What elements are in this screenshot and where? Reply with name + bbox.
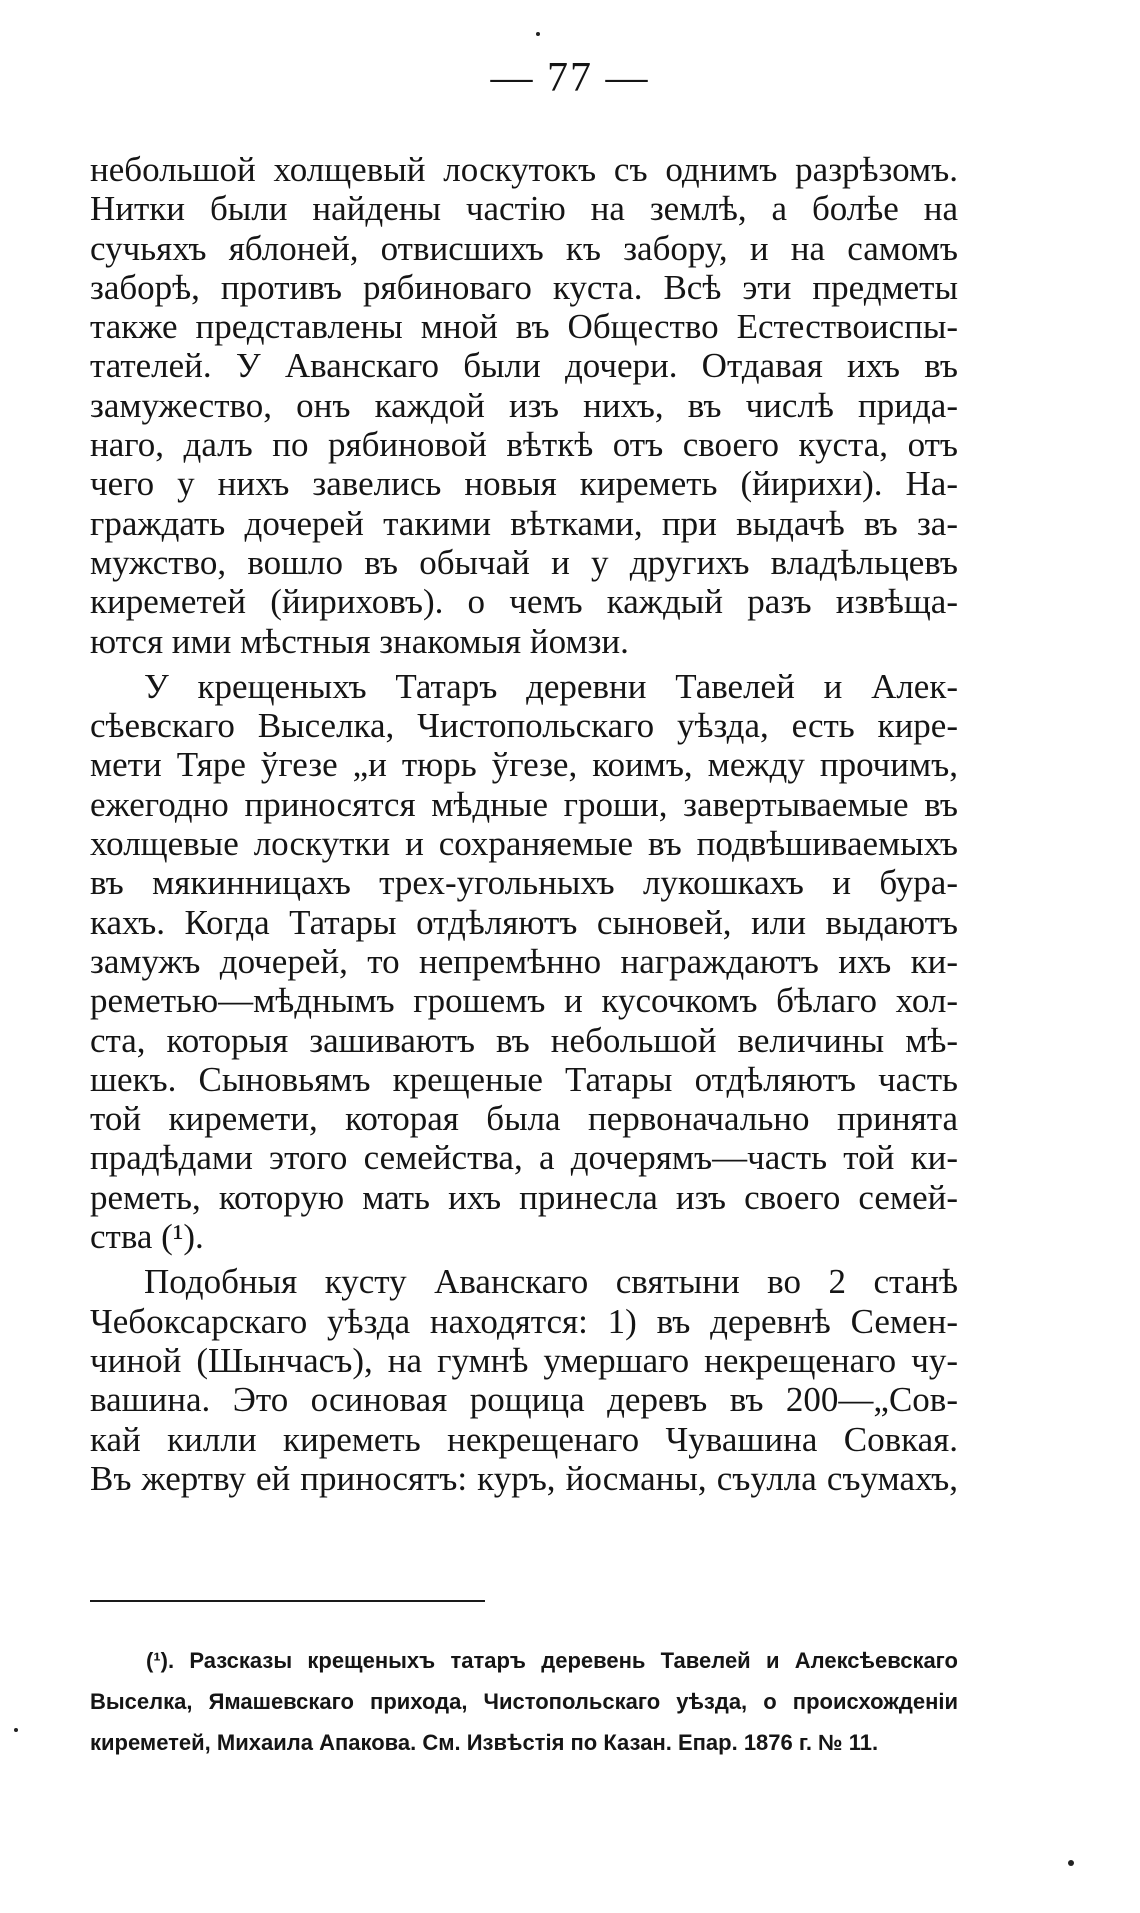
text-line: замужъ дочерей, то непремѣнно награждаютъ ихъ ки- xyxy=(90,941,958,981)
main-text xyxy=(90,150,958,1498)
text-line: граждать дочерей такими вѣтками, при выдачѣ въ за- xyxy=(90,503,958,543)
text-line: чиной (Шынчасъ), на гумнѣ умершаго некрещенаго чу- xyxy=(90,1340,958,1380)
text-line: вашина. Это осиновая рощица деревъ въ 200—„Сов- xyxy=(90,1380,958,1420)
text-line: ста, которыя зашиваютъ въ небольшой величины мѣ- xyxy=(90,1020,958,1060)
text-line: ства (¹). xyxy=(90,1217,204,1257)
text-line: мужство, вошло въ обычай и у другихъ владѣльцевъ xyxy=(90,542,958,582)
scan-speck xyxy=(1068,1860,1074,1866)
text-line: кахъ. Когда Татары отдѣляютъ сыновей, или выдаютъ xyxy=(90,902,958,942)
paragraph-3 xyxy=(90,1262,958,1498)
text-line: чего у нихъ завелись новыя киреметь (йирихи). На- xyxy=(90,464,958,504)
text-line: Чебоксарскаго уѣзда находятся: 1) въ деревнѣ Семен- xyxy=(90,1301,958,1341)
scan-speck xyxy=(536,32,540,36)
footnote xyxy=(90,1640,958,1763)
text-line: тателей. У Аванскаго были дочери. Отдавая ихъ въ xyxy=(90,346,958,386)
text-line: Въ жертву ей приносятъ: куръ, йосманы, съулла съумахъ, xyxy=(90,1458,958,1498)
paragraph-1 xyxy=(90,150,958,661)
text-line: реметью—мѣднымъ грошемъ и кусочкомъ бѣлаго хол- xyxy=(90,981,958,1021)
text-line: также представлены мной въ Общество Естествоиспы- xyxy=(90,307,958,347)
text-line: шекъ. Сыновьямъ крещеные Татары отдѣляютъ часть xyxy=(90,1059,958,1099)
text-line: сучьяхъ яблоней, отвисшихъ къ забору, и на самомъ xyxy=(90,228,958,268)
text-line: сѣевскаго Выселка, Чистопольскаго уѣзда, есть кире- xyxy=(90,706,958,746)
scan-speck xyxy=(14,1728,18,1732)
text-line: замужество, онъ каждой изъ нихъ, въ числѣ прида- xyxy=(90,385,958,425)
text-line: наго, далъ по рябиновой вѣткѣ отъ своего куста, отъ xyxy=(90,425,958,465)
paragraph-2 xyxy=(90,667,958,1256)
text-line: У крещеныхъ Татаръ деревни Тавелей и Алек- xyxy=(144,666,958,706)
text-line: прадѣдами этого семейства, а дочерямъ—часть той ки- xyxy=(90,1138,958,1178)
text-line: въ мякинницахъ трех-угольныхъ лукошкахъ и бура- xyxy=(90,863,958,903)
text-line: реметь, которую мать ихъ принесла изъ своего семей- xyxy=(90,1177,958,1217)
text-line: холщевые лоскутки и сохраняемые въ подвѣшиваемыхъ xyxy=(90,824,958,864)
text-line: ются ими мѣстныя знакомыя йомзи. xyxy=(90,621,629,661)
text-line: той кирeмети, которая была первоначально принята xyxy=(90,1099,958,1139)
footnote-rule xyxy=(90,1600,485,1602)
text-line: кай килли киреметь некрещенаго Чувашина Совкая. xyxy=(90,1419,958,1459)
text-line: заборѣ, противъ рябиноваго куста. Всѣ эти предметы xyxy=(90,267,958,307)
footnote-line: Выселка, Ямашевскаго прихода, Чистопольскаго уѣзда, о происхожденіи xyxy=(90,1689,958,1714)
text-line: Нитки были найдены частію на землѣ, а болѣе на xyxy=(90,189,958,229)
text-line: Подобныя кусту Аванскаго святыни во 2 станѣ xyxy=(144,1262,958,1302)
text-line: киреметей (йириховъ). о чемъ каждый разъ извѣща- xyxy=(90,582,958,622)
page-number: — 77 — xyxy=(490,55,650,101)
footnote-line: киреметей, Михаила Апакова. См. Извѣстія по Казан. Епар. 1876 г. № 11. xyxy=(90,1730,879,1755)
text-line: мети Тяре ўгезе „и тюрь ўгезе, коимъ, между прочимъ, xyxy=(90,745,958,785)
text-line: небольшой холщевый лоскутокъ съ однимъ разрѣзомъ. xyxy=(90,150,958,189)
footnote-line: (¹). Разсказы крещеныхъ татаръ деревень Тавелей и Алексѣевскаго xyxy=(146,1648,958,1673)
text-line: ежегодно приносятся мѣдные гроши, завертываемые въ xyxy=(90,784,958,824)
